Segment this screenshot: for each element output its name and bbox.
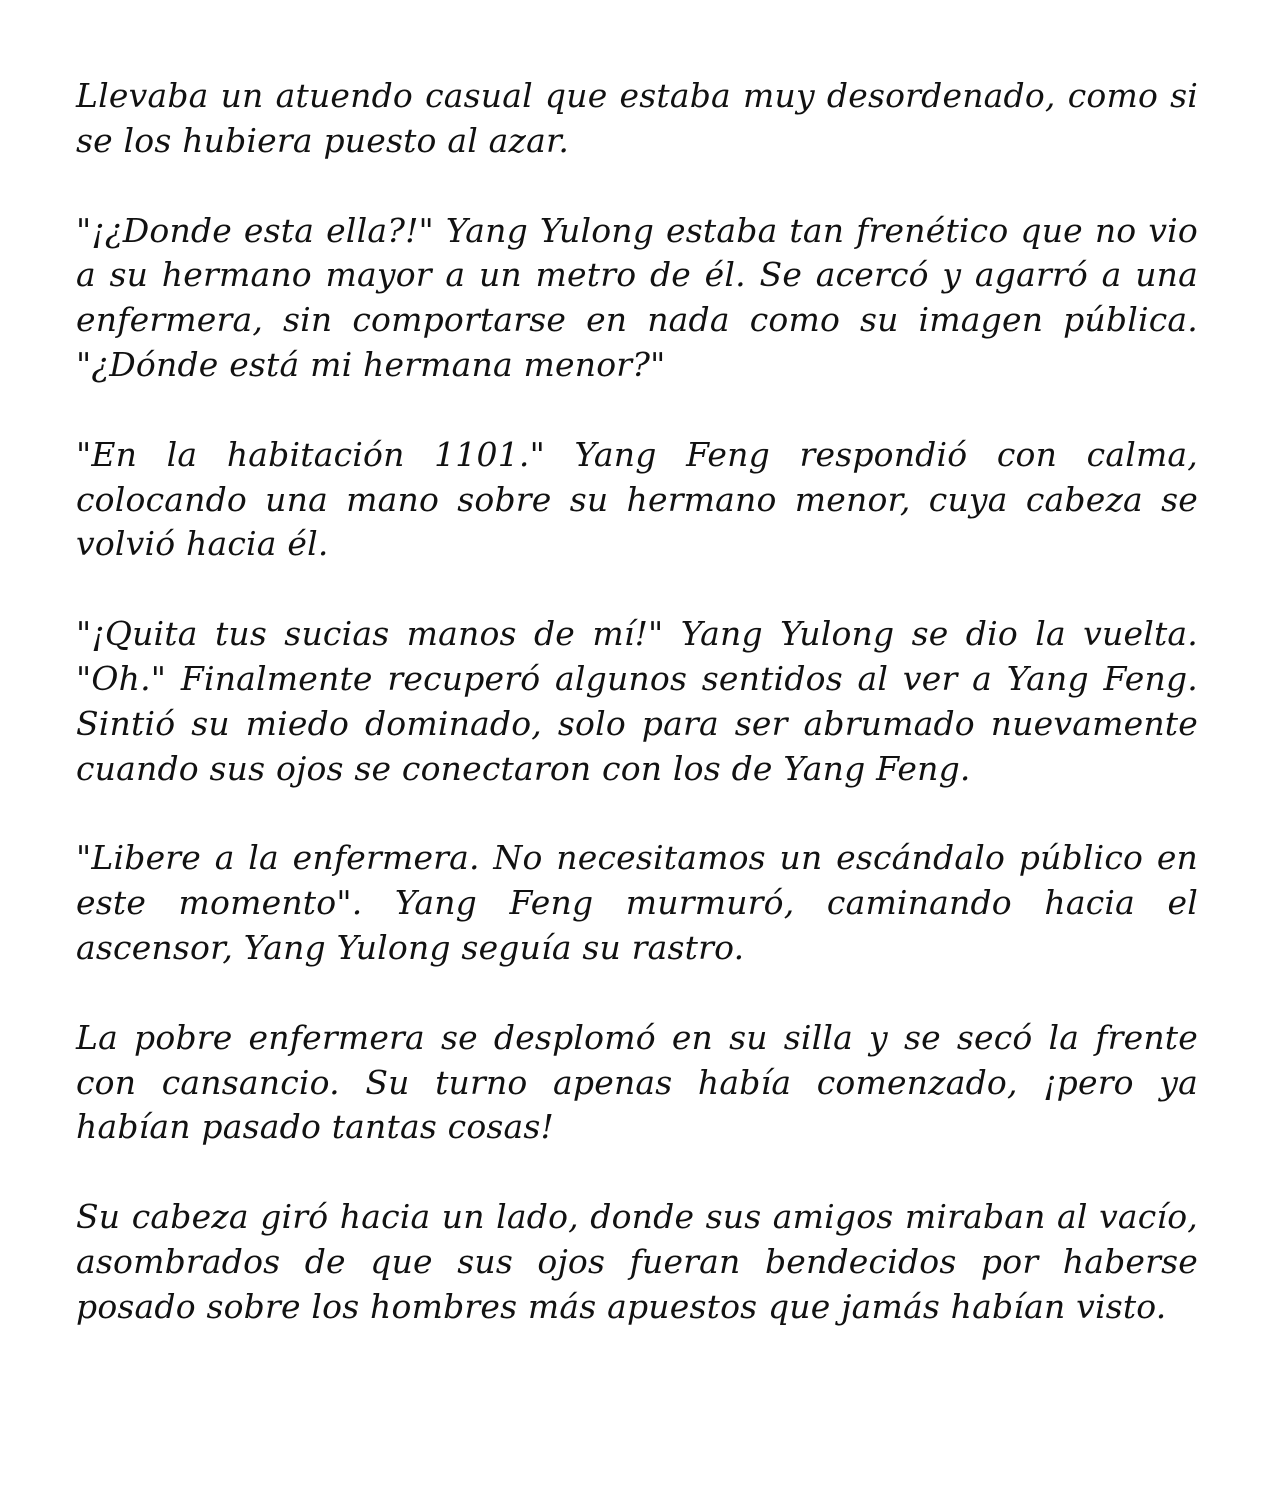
paragraph-7: Su cabeza giró hacia un lado, donde sus amigos miraban al vacío, asombrados de que sus ojos fueran bendecidos por haberse posado sobre los hombres más apuestos que jamás habían visto. xyxy=(76,1197,1198,1326)
paragraph-4: "¡Quita tus sucias manos de mí!" Yang Yulong se dio la vuelta. "Oh." Finalmente recuperó algunos sentidos al ver a Yang Feng. Sintió su miedo dominado, solo para ser abrumado nuevamente cuando sus ojos se conectaron con los de Yang Feng. xyxy=(76,614,1198,788)
paragraph-5: "Libere a la enfermera. No necesitamos un escándalo público en este momento". Yang Feng murmuró, caminando hacia el ascensor, Yang Yulong seguía su rastro. xyxy=(76,838,1198,967)
paragraph-3: "En la habitación 1101." Yang Feng respondió con calma, colocando una mano sobre su hermano menor, cuya cabeza se volvió hacia él. xyxy=(76,434,1198,564)
paragraph-6: La pobre enfermera se desplomó en su silla y se secó la frente con cansancio. Su turno apenas había comenzado, ¡pero ya habían pasado tantas cosas! xyxy=(76,1017,1198,1147)
paragraph-1: Llevaba un atuendo casual que estaba muy desordenado, como si se los hubiera puesto al azar. xyxy=(76,76,1198,160)
paragraph-2: "¡¿Donde esta ella?!" Yang Yulong estaba tan frenético que no vio a su hermano mayor a un metro de él. Se acercó y agarró a una enfermera, sin comportarse en nada como su imagen pública. "¿Dónde está mi hermana menor?" xyxy=(76,210,1198,384)
